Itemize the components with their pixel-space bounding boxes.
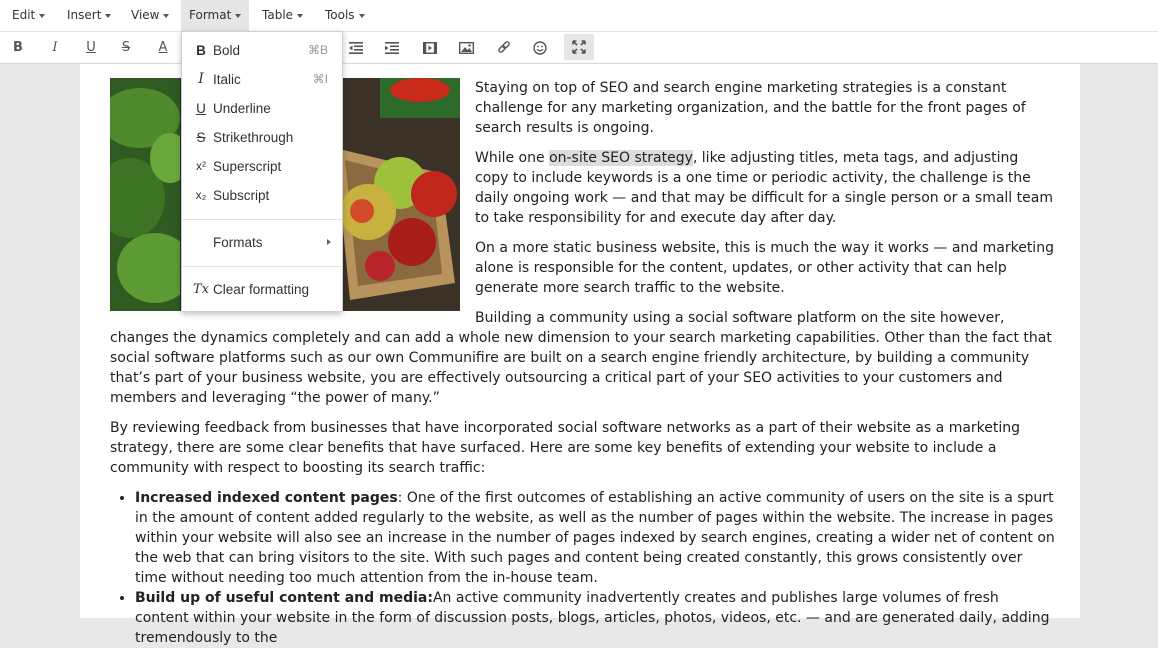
toolbar — [0, 32, 1158, 64]
caret-down-icon — [235, 14, 241, 18]
list-item-title: Increased indexed content pages — [135, 490, 398, 506]
format-clear-label: Clear formatting — [213, 282, 310, 297]
format-clear-item[interactable] — [182, 275, 342, 304]
menu-insert-label: Insert — [67, 8, 102, 22]
format-formats-label: Formats — [213, 235, 263, 250]
list-item-text: : One of the first outcomes of establishing an active community of users on the site is a spurt in the amount of content added regularly to the website, as well as the number of pages within the website. The increase in pages within your website will also see an increase in the number of pages indexed by search engines, creating a wider net of content on the web that can bring visitors to the site. With such pages and content being created constantly, this grows consistently over time without needing too much attention from the in-house team. — [135, 490, 1055, 586]
outdent-icon — [349, 42, 363, 54]
clear-formatting-icon: Tx — [192, 282, 209, 297]
italic-icon: I — [52, 40, 58, 55]
list-item[interactable] — [135, 588, 1055, 648]
paragraph-5[interactable]: By reviewing feedback from businesses that have incorporated social software networks as a part of their website as a marketing strategy, there are some clear benefits that have surfaced. Here are some key benefits of extending your website to include a community with respect to boosting its search traffic: — [110, 420, 1021, 476]
image-icon — [459, 42, 474, 54]
paragraph-1[interactable]: Staying on top of SEO and search engine marketing strategies is a constant challenge for any marketing organization, and the battle for the front pages of search results is ongoing. — [475, 80, 1026, 136]
fullscreen-button[interactable] — [564, 34, 594, 60]
caret-down-icon — [297, 14, 303, 18]
emoticons-button[interactable] — [528, 32, 552, 63]
text-color-button[interactable] — [151, 32, 175, 63]
italic-shortcut: ⌘I — [312, 72, 328, 86]
format-subscript-label: Subscript — [213, 188, 270, 203]
selected-text[interactable]: on-site SEO strategy — [549, 150, 693, 166]
smiley-icon — [533, 41, 547, 55]
italic-icon: I — [198, 71, 204, 87]
underline-icon: U — [86, 40, 96, 55]
menubar — [0, 0, 1158, 32]
media-icon — [423, 42, 437, 54]
format-bold-label: Bold — [213, 43, 241, 58]
menu-tools[interactable] — [319, 0, 371, 31]
format-superscript-label: Superscript — [213, 159, 282, 174]
menu-edit-label: Edit — [12, 8, 36, 22]
indent-icon — [385, 42, 399, 54]
strikethrough-icon: S — [196, 130, 206, 145]
text-color-icon: A — [158, 40, 168, 55]
menu-table[interactable] — [256, 0, 309, 31]
format-superscript-item[interactable] — [182, 152, 342, 181]
bold-shortcut: ⌘B — [307, 43, 328, 57]
italic-button[interactable] — [43, 32, 67, 63]
format-italic-label: Italic — [213, 72, 241, 87]
format-underline-item[interactable] — [182, 94, 342, 123]
list-item[interactable] — [135, 488, 1055, 588]
format-strikethrough-item[interactable] — [182, 123, 342, 152]
menu-edit[interactable] — [6, 0, 51, 31]
caret-down-icon — [359, 14, 365, 18]
strikethrough-button[interactable] — [114, 32, 138, 63]
chevron-right-icon — [327, 239, 331, 245]
menu-view-label: View — [131, 8, 160, 22]
format-dropdown-menu — [181, 31, 343, 312]
paragraph-4[interactable]: Building a community using a social software platform on the site however, changes the dynamics completely and can add a whole new dimension to your search marketing capabilities. Other than the fact that social software platforms such as our own Communifire are built on a search engine friendly architecture, by building a community that’s part of your business website, you are effectively outsourcing a critical part of your SEO activities to your customers and members and leveraging “the power of many.” — [110, 310, 1052, 406]
indent-button[interactable] — [380, 32, 404, 63]
menu-table-label: Table — [262, 8, 294, 22]
underline-icon: U — [196, 101, 206, 116]
menu-divider — [182, 219, 342, 220]
caret-down-icon — [163, 14, 169, 18]
paragraph-3[interactable]: On a more static business website, this is much the way it works — and marketing alone is responsible for the content, updates, or other activity that can help generate more search traffic to the website. — [475, 240, 1054, 296]
strikethrough-icon: S — [121, 40, 131, 55]
insert-link-button[interactable] — [492, 32, 516, 63]
fullscreen-icon — [572, 40, 586, 54]
menu-format[interactable] — [181, 0, 249, 31]
list-item-title: Build up of useful content and media: — [135, 590, 433, 606]
paragraph-2-start: While one — [475, 150, 550, 166]
menu-divider — [182, 266, 342, 267]
outdent-button[interactable] — [344, 32, 368, 63]
subscript-icon: x₂ — [195, 188, 207, 202]
format-bold-item[interactable] — [182, 36, 342, 65]
menu-view[interactable] — [125, 0, 175, 31]
bold-button[interactable] — [6, 32, 30, 63]
format-subscript-item[interactable] — [182, 181, 342, 210]
format-italic-item[interactable] — [182, 65, 342, 94]
bold-icon: B — [196, 43, 206, 58]
format-formats-item[interactable] — [182, 228, 342, 257]
superscript-icon: x² — [196, 159, 206, 173]
caret-down-icon — [39, 14, 45, 18]
list-item-text: An active community inadvertently creates and publishes large volumes of fresh content within your website in the form of discussion posts, blogs, articles, photos, videos, etc. — and are generated daily, adding tremendously to the — [135, 590, 1050, 646]
menu-insert[interactable] — [61, 0, 117, 31]
link-icon — [497, 41, 511, 55]
caret-down-icon — [105, 14, 111, 18]
underline-button[interactable] — [79, 32, 103, 63]
menu-format-label: Format — [189, 8, 232, 22]
paragraph-2-end: , like adjusting titles, meta tags, and adjusting copy to include keywords is a one time or periodic activity, the challenge is the daily ongoing work — and that may be difficult for a single person or a small team to take responsibility for and execute day after day. — [475, 150, 1053, 226]
menu-tools-label: Tools — [325, 8, 355, 22]
benefits-list — [110, 488, 1055, 648]
insert-image-button[interactable] — [454, 32, 478, 63]
format-strikethrough-label: Strikethrough — [213, 130, 294, 145]
insert-media-button[interactable] — [418, 32, 442, 63]
format-underline-label: Underline — [213, 101, 271, 116]
bold-icon: B — [13, 40, 23, 55]
